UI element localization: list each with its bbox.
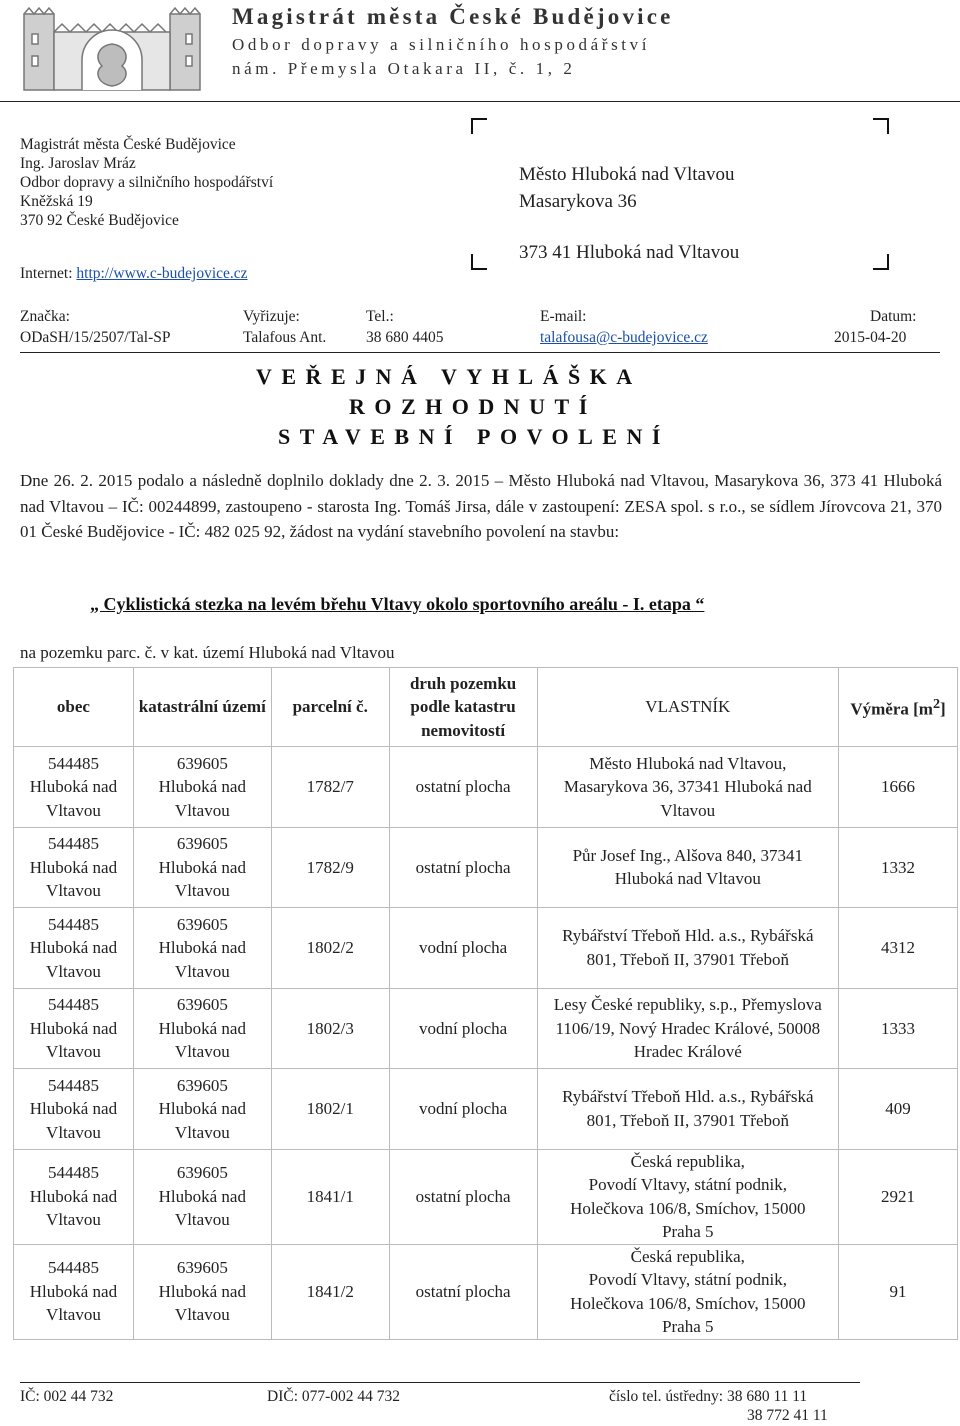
cell-druh <box>389 908 537 989</box>
header-department: Odbor dopravy a silničního hospodářství <box>232 35 651 54</box>
cell-parcela-line: 1802/1 <box>306 1099 354 1118</box>
cell-druh-line: ostatní plocha <box>415 857 511 877</box>
sender-street: Kněžská 19 <box>20 193 93 210</box>
cell-katastr-line: Hluboká nad <box>158 857 246 877</box>
heading-rozhodnuti: ROZHODNUTÍ <box>349 394 597 419</box>
cell-vymera-line: 1333 <box>881 1018 916 1038</box>
parcels-table <box>13 667 958 1340</box>
cell-katastr-line: 639605 <box>176 753 228 773</box>
cell-vlastnik <box>537 908 839 989</box>
cell-katastr-line: Hluboká nad <box>158 1099 246 1118</box>
cell-parcela-line: 1782/7 <box>306 777 354 796</box>
cell-druh <box>389 1244 537 1339</box>
recipient-name: Město Hluboká nad Vltavou <box>519 164 735 185</box>
cell-vymera-line: 91 <box>889 1281 907 1301</box>
cell-vymera <box>839 747 958 828</box>
tel-value: 38 680 4405 <box>366 329 444 346</box>
cell-druh-line: vodní plocha <box>418 1099 508 1118</box>
recipient-street: Masarykova 36 <box>519 191 637 212</box>
col-vlastnik: VLASTNÍK <box>537 668 839 747</box>
cell-vymera <box>839 1069 958 1150</box>
cell-katastr <box>133 747 271 828</box>
cell-katastr-line: Vltavou <box>174 961 230 981</box>
header-divider <box>0 101 960 102</box>
datum-label: Datum: <box>870 308 917 325</box>
cell-parcela <box>271 908 389 989</box>
city-crest-logo <box>12 4 212 96</box>
col-vymera <box>839 668 958 747</box>
cell-obec-line: Hluboká nad <box>29 1018 118 1038</box>
internet-label: Internet: <box>20 265 73 282</box>
sender-dept: Odbor dopravy a silničního hospodářství <box>20 174 274 191</box>
cell-druh-line: ostatní plocha <box>415 1186 511 1206</box>
cell-katastr-line: Vltavou <box>174 1305 230 1325</box>
pozemek-line: na pozemku parc. č. v kat. území Hluboká nad Vltavou <box>20 643 395 662</box>
cell-parcela-line: 1802/2 <box>306 938 354 957</box>
cell-druh <box>389 1149 537 1244</box>
cell-katastr-line: Vltavou <box>174 800 230 820</box>
cell-parcela <box>271 988 389 1069</box>
corner-mark-top-left <box>471 118 487 134</box>
cell-katastr <box>133 1149 271 1244</box>
cell-druh-line: ostatní plocha <box>415 777 511 796</box>
table-row <box>14 1149 958 1244</box>
recipient-city: 373 41 Hluboká nad Vltavou <box>519 242 740 263</box>
table-row <box>14 988 958 1069</box>
col-katastr: katastrální území <box>133 668 271 747</box>
cell-katastr-line: Vltavou <box>174 1042 230 1061</box>
cell-katastr-line: 639605 <box>176 1075 228 1095</box>
body-paragraph: Dne 26. 2. 2015 podalo a následně doplnilo doklady dne 2. 3. 2015 – Město Hluboká nad Vltavou, Masarykova 36, 373 41 Hluboká nad Vltavou – IČ: 00244899, zastoupeno - starosta Ing. Tomáš Jirsa, dále v zastoupení: ZESA spol. s r.o., se sídlem Jírovcova 21, 370 01 České Budějovice - IČ: 482 025 92, žádost na vydání stavebního povolení na stavbu: <box>20 471 942 541</box>
cell-vymera-line: 409 <box>885 1099 911 1118</box>
cell-vlastnik-line: Masarykova 36, 37341 Hluboká nad <box>563 777 812 796</box>
cell-obec-line: 544485 <box>47 1258 99 1278</box>
cell-obec <box>14 747 134 828</box>
cell-obec <box>14 908 134 989</box>
cell-obec-line: Hluboká nad <box>29 857 118 877</box>
cell-vymera <box>839 1149 958 1244</box>
meta-divider <box>20 352 940 353</box>
header-address: nám. Přemysla Otakara II, č. 1, 2 <box>232 59 576 78</box>
cell-druh <box>389 988 537 1069</box>
table-row <box>14 1244 958 1339</box>
cell-obec-line: Vltavou <box>46 881 101 900</box>
project-name <box>90 594 704 615</box>
email-link[interactable]: talafousa@c-budejovice.cz <box>540 329 708 346</box>
cell-obec-line: Hluboká nad <box>29 1281 118 1301</box>
vymera-end: ] <box>940 699 946 719</box>
cell-vlastnik-line: Vltavou <box>660 800 716 820</box>
cell-parcela-line: 1841/1 <box>306 1186 354 1206</box>
internet-link[interactable]: http://www.c-budejovice.cz <box>76 265 248 282</box>
cell-obec-line: 544485 <box>47 914 99 934</box>
cell-obec-line: Vltavou <box>46 1042 101 1061</box>
cell-katastr <box>133 827 271 908</box>
cell-obec-line: 544485 <box>47 753 99 773</box>
corner-mark-bottom-right <box>873 254 889 270</box>
cell-obec <box>14 1244 134 1339</box>
cell-obec <box>14 827 134 908</box>
tel-label: Tel.: <box>366 308 394 325</box>
cell-parcela <box>271 747 389 828</box>
cell-druh <box>389 747 537 828</box>
cell-vlastnik-line: Praha 5 <box>662 1317 714 1336</box>
cell-vlastnik-line: Hradec Králové <box>633 1042 742 1061</box>
cell-druh-line: ostatní plocha <box>415 1281 511 1301</box>
cell-obec-line: Vltavou <box>46 1122 101 1142</box>
cell-obec-line: Vltavou <box>46 1210 101 1230</box>
footer-phone: číslo tel. ústředny: 38 680 11 11 <box>609 1388 808 1405</box>
cell-katastr <box>133 1069 271 1150</box>
cell-obec <box>14 988 134 1069</box>
znacka-value: ODaSH/15/2507/Tal-SP <box>20 329 171 346</box>
cell-katastr <box>133 988 271 1069</box>
cell-obec-line: Vltavou <box>46 800 101 820</box>
corner-mark-top-right <box>873 118 889 134</box>
cell-druh <box>389 1069 537 1150</box>
cell-vlastnik-line: Praha 5 <box>662 1222 714 1241</box>
header-title: Magistrát města České Budějovice <box>232 4 674 29</box>
cell-obec-line: Hluboká nad <box>29 777 118 796</box>
datum-value: 2015-04-20 <box>834 329 907 346</box>
cell-vlastnik-line: Povodí Vltavy, státní podnik, <box>588 1175 787 1194</box>
cell-vlastnik-line: Rybářství Třeboň Hld. a.s., Rybářská <box>562 926 814 946</box>
cell-parcela <box>271 1149 389 1244</box>
table-row <box>14 747 958 828</box>
cell-vlastnik-line: 801, Třeboň II, 37901 Třeboň <box>586 949 789 969</box>
cell-druh-line: vodní plocha <box>418 1018 508 1038</box>
cell-katastr-line: Hluboká nad <box>158 1018 246 1038</box>
cell-katastr <box>133 908 271 989</box>
col-obec: obec <box>14 668 134 747</box>
footer-phone2: 38 772 41 11 <box>747 1407 828 1424</box>
cell-vlastnik <box>537 1244 839 1339</box>
vyrizuje-value: Talafous Ant. <box>243 329 327 346</box>
cell-vlastnik-line: 801, Třeboň II, 37901 Třeboň <box>586 1110 789 1130</box>
cell-parcela-line: 1802/3 <box>306 1018 354 1038</box>
vymera-sup: 2 <box>932 695 941 712</box>
cell-katastr-line: Hluboká nad <box>158 938 246 957</box>
cell-vlastnik <box>537 1069 839 1150</box>
cell-obec-line: 544485 <box>47 995 99 1014</box>
cell-vlastnik <box>537 1149 839 1244</box>
cell-vymera-line: 1332 <box>881 857 916 877</box>
table-row <box>14 908 958 989</box>
footer-ic: IČ: 002 44 732 <box>20 1388 114 1405</box>
cell-parcela-line: 1782/9 <box>306 857 354 877</box>
cell-vlastnik-line: 1106/19, Nový Hradec Králové, 50008 <box>555 1018 821 1038</box>
cell-druh <box>389 827 537 908</box>
cell-katastr-line: Hluboká nad <box>158 777 246 796</box>
cell-katastr-line: Vltavou <box>174 1122 230 1142</box>
sender-internet <box>20 265 248 283</box>
cell-katastr-line: Hluboká nad <box>158 1281 246 1301</box>
table-header-row <box>14 668 958 747</box>
col-parcela: parcelní č. <box>271 668 389 747</box>
cell-katastr-line: Vltavou <box>174 1210 230 1230</box>
cell-vymera <box>839 1244 958 1339</box>
heading-verejna-vyhlaska: VEŘEJNÁ VYHLÁŠKA <box>256 364 642 389</box>
project-title: „ Cyklistická stezka na levém břehu Vltavy okolo sportovního areálu - I. etapa “ <box>90 594 705 614</box>
znacka-label: Značka: <box>20 308 70 325</box>
cell-vlastnik-line: Rybářství Třeboň Hld. a.s., Rybářská <box>562 1087 814 1107</box>
cell-parcela <box>271 827 389 908</box>
vyrizuje-label: Vyřizuje: <box>243 308 300 325</box>
cell-vlastnik <box>537 747 839 828</box>
cell-obec-line: Vltavou <box>46 1305 101 1325</box>
cell-vlastnik <box>537 988 839 1069</box>
cell-obec-line: Hluboká nad <box>29 938 118 957</box>
cell-katastr-line: Hluboká nad <box>158 1186 246 1206</box>
cell-vlastnik-line: Půr Josef Ing., Alšova 840, 37341 <box>572 845 804 865</box>
cell-vymera <box>839 827 958 908</box>
cell-vymera <box>839 988 958 1069</box>
cell-vymera-line: 4312 <box>881 938 916 957</box>
cell-vlastnik-line: Hluboká nad Vltavou <box>614 869 761 889</box>
cell-katastr <box>133 1244 271 1339</box>
footer-dic: DIČ: 077-002 44 732 <box>267 1388 401 1405</box>
cell-obec <box>14 1069 134 1150</box>
cell-katastr-line: 639605 <box>176 1163 228 1183</box>
vymera-text: Výměra [m <box>850 699 933 719</box>
cell-vlastnik-line: Povodí Vltavy, státní podnik, <box>588 1270 787 1289</box>
heading-stavebni-povoleni: STAVEBNÍ POVOLENÍ <box>278 424 670 449</box>
cell-obec-line: 544485 <box>47 1163 99 1183</box>
cell-obec-line: Vltavou <box>46 961 101 981</box>
cell-obec-line: Hluboká nad <box>29 1099 118 1118</box>
cell-katastr-line: 639605 <box>176 834 228 853</box>
cell-vlastnik-line: Město Hluboká nad Vltavou, <box>589 753 787 773</box>
cell-obec-line: 544485 <box>47 1075 99 1095</box>
cell-vlastnik-line: Holečkova 106/8, Smíchov, 15000 <box>570 1198 806 1218</box>
cell-vymera-line: 2921 <box>881 1186 916 1206</box>
sender-city: 370 92 České Budějovice <box>20 212 179 229</box>
cell-vlastnik-line: Lesy České republiky, s.p., Přemyslova <box>553 995 822 1014</box>
cell-katastr-line: Vltavou <box>174 881 230 900</box>
email-label: E-mail: <box>540 308 587 325</box>
cell-vlastnik-line: Holečkova 106/8, Smíchov, 15000 <box>570 1293 806 1313</box>
cell-parcela <box>271 1244 389 1339</box>
table-row <box>14 1069 958 1150</box>
sender-person: Ing. Jaroslav Mráz <box>20 155 136 172</box>
col-druh: druh pozemku podle katastru nemovitostí <box>389 668 537 747</box>
cell-vlastnik <box>537 827 839 908</box>
cell-vlastnik-line: Česká republika, <box>630 1151 745 1171</box>
cell-obec-line: Hluboká nad <box>29 1186 118 1206</box>
cell-vymera-line: 1666 <box>881 777 916 796</box>
cell-vymera <box>839 908 958 989</box>
cell-parcela-line: 1841/2 <box>306 1281 354 1301</box>
corner-mark-bottom-left <box>471 254 487 270</box>
cell-obec-line: 544485 <box>47 834 99 853</box>
sender-org: Magistrát města České Budějovice <box>20 136 236 153</box>
cell-katastr-line: 639605 <box>176 914 228 934</box>
cell-obec <box>14 1149 134 1244</box>
footer-divider <box>20 1382 860 1383</box>
cell-parcela <box>271 1069 389 1150</box>
cell-vlastnik-line: Česká republika, <box>630 1246 745 1266</box>
table-row <box>14 827 958 908</box>
cell-katastr-line: 639605 <box>176 995 228 1014</box>
cell-druh-line: vodní plocha <box>418 938 508 957</box>
cell-katastr-line: 639605 <box>176 1258 228 1278</box>
